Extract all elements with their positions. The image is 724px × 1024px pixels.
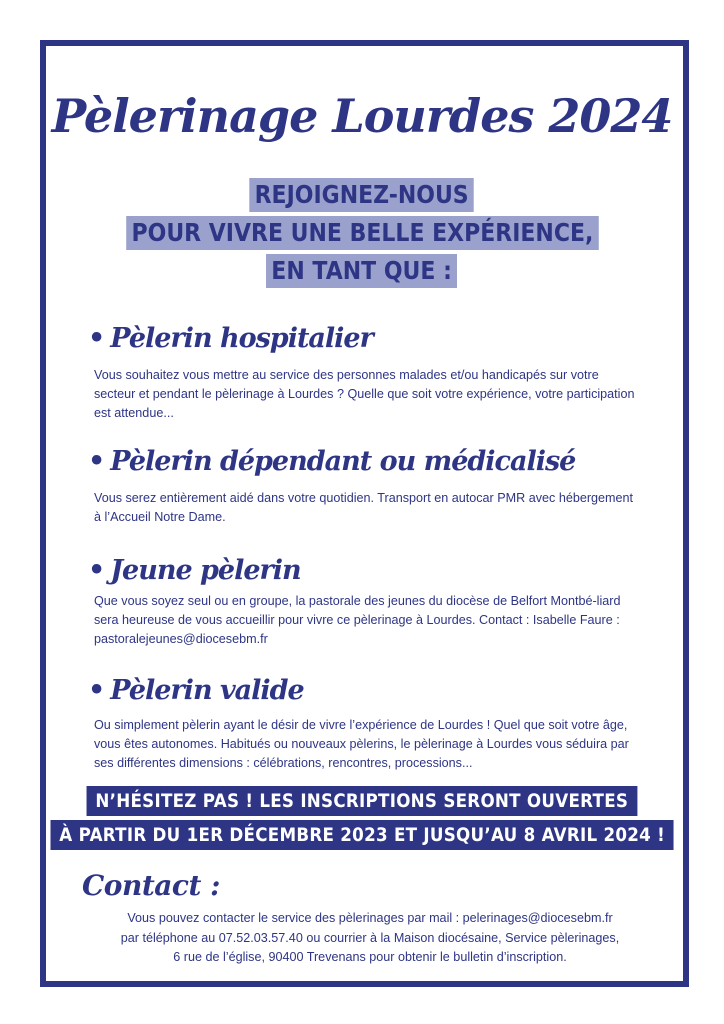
section-title-text: Pèlerin valide [110,675,304,706]
section-text-jeune: Que vous soyez seul ou en groupe, la pastorale des jeunes du diocèse de Belfort Montbé-liard sera heureuse de vous accueillir pour vivre ce pèlerinage à Lourdes. Contact : Isabelle Faure : pastoralejeunes@diocesebm.fr [94,594,621,646]
registration-line-2-text: À PARTIR DU 1ER DÉCEMBRE 2023 ET JUSQU’AU 8 AVRIL 2024 ! [50,820,673,850]
intro-line-1 [0,178,724,212]
contact-text [90,909,650,968]
contact-line-3: 6 rue de l’église, 90400 Trevenans pour obtenir le bulletin d’inscription. [173,950,567,964]
intro-line-1-text: REJOIGNEZ-NOUS [250,178,475,212]
section-title-text: Pèlerin dépendant ou médicalisé [110,446,576,477]
contact-title: Contact : [82,869,220,902]
section-title-valide [88,674,304,708]
section-text-dependant: Vous serez entièrement aidé dans votre quotidien. Transport en autocar PMR avec hébergement à l’Accueil Notre Dame. [94,491,634,524]
section-title-text: Jeune pèlerin [110,555,301,586]
section-title-text: Pèlerin hospitalier [110,323,373,354]
section-title-dependant [88,445,575,479]
page-title: Pèlerinage Lourdes 2024 [51,89,673,143]
bullet-icon: • [88,323,105,354]
intro-line-2 [0,216,724,250]
bullet-icon: • [88,555,105,586]
intro-line-2-text: POUR VIVRE UNE BELLE EXPÉRIENCE, [126,216,598,250]
section-title-hospitalier [88,322,373,356]
bullet-icon: • [88,446,105,477]
bullet-icon: • [88,675,105,706]
intro-line-3 [0,254,724,288]
intro-line-3-text: EN TANT QUE : [266,254,457,288]
registration-line-1-text: N’HÉSITEZ PAS ! LES INSCRIPTIONS SERONT OUVERTES [87,786,637,816]
registration-line-2 [0,820,724,850]
registration-line-1 [0,786,724,816]
section-title-jeune [88,554,301,588]
contact-line-2: par téléphone au 07.52.03.57.40 ou courrier à la Maison diocésaine, Service pèlerinages, [120,930,620,945]
section-text-hospitalier: Vous souhaitez vous mettre au service des personnes malades et/ou handicapés sur votre secteur et pendant le pèlerinage à Lourdes ? Quelle que soit votre expérience, votre participation est attendue... [94,368,635,420]
contact-line-1: Vous pouvez contacter le service des pèlerinages par mail : pelerinages@diocesebm.fr [127,911,613,925]
section-text-valide: Ou simplement pèlerin ayant le désir de vivre l’expérience de Lourdes ! Quel que soit votre âge, vous êtes autonomes. Habitués ou nouveaux pèlerins, le pèlerinage à Lourdes vous séduira par ses différentes dimensions : célébrations, rencontres, processions... [94,718,629,770]
